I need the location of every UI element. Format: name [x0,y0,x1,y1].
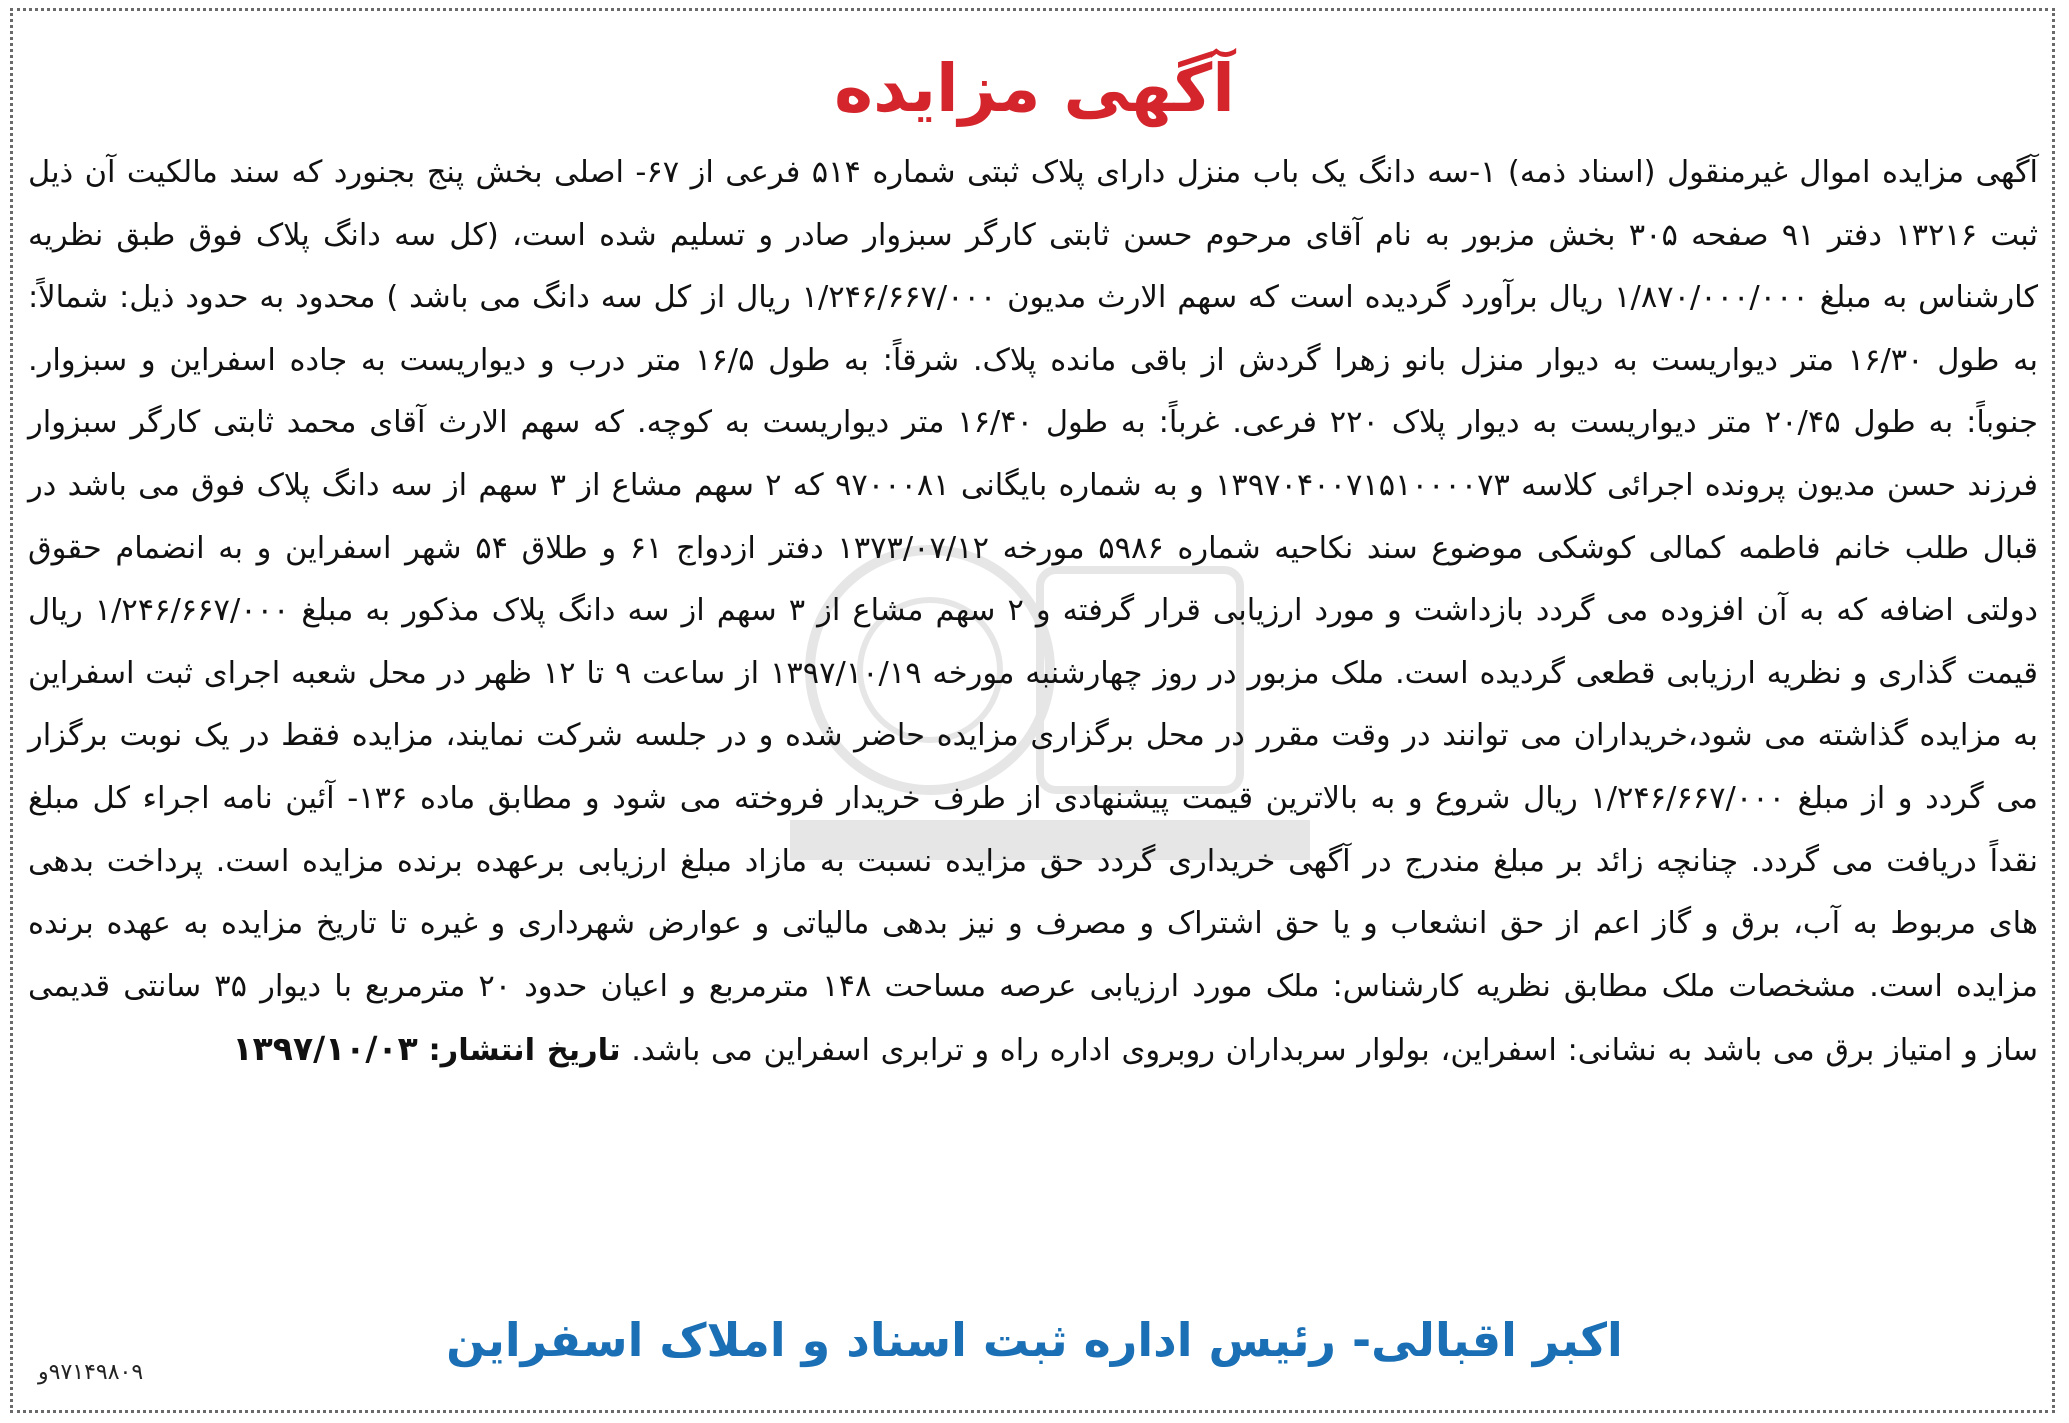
publication-date-label: تاریخ انتشار: [428,1033,621,1069]
notice-body [28,142,2038,1083]
notice-title: آگهی مزایده [834,50,1235,127]
publication-date: ۱۳۹۷/۱۰/۰۳ [232,1029,418,1069]
signature: اکبر اقبالی- رئیس اداره ثبت اسناد و املاک اسفراین [446,1313,1623,1367]
notice-body-text: آگهی مزایده اموال غیرمنقول (اسناد ذمه) ۱-سه دانگ یک باب منزل دارای پلاک ثبتی شماره ۵۱۴ فرعی از ۶۷- اصلی بخش پنج بجنورد که سند مالکیت آن ذیل ثبت ۱۳۲۱۶ دفتر ۹۱ صفحه ۳۰۵ بخش مزبور به نام آقای مرحوم حسن ثابتی کارگر سبزوار صادر و تسلیم شده است، (کل سه دانگ پلاک فوق طبق نظریه کارشناس به مبلغ ۱/۸۷۰/۰۰۰/۰۰۰ ریال برآورد گردیده است که سهم الارث مدیون ۱/۲۴۶/۶۶۷/۰۰۰ ریال از کل سه دانگ می باشد ) محدود به حدود ذیل: شمالاً: به طول ۱۶/۳۰ متر دیواریست به دیوار منزل بانو زهرا گردش از باقی مانده پلاک. شرقاً: به طول ۱۶/۵ متر درب و دیواریست به جاده اسفراین و سبزوار. جنوباً: به طول ۲۰/۴۵ متر دیواریست به دیوار پلاک ۲۲۰ فرعی. غرباً: به طول ۱۶/۴۰ متر دیواریست به کوچه. که سهم الارث آقای محمد ثابتی کارگر سبزوار فرزند حسن مدیون پرونده اجرائی کلاسه ۱۳۹۷۰۴۰۰۷۱۵۱۰۰۰۰۷۳ و به شماره بایگانی ۹۷۰۰۰۸۱ که ۲ سهم مشاع از ۳ سهم از سه دانگ پلاک فوق می باشد در قبال طلب خانم فاطمه کمالی کوشکی موضوع سند نکاحیه شماره ۵۹۸۶ مورخه ۱۳۷۳/۰۷/۱۲ دفتر ازدواج ۶۱ و طلاق ۵۴ شهر اسفراین و به انضمام حقوق دولتی اضافه که به آن افزوده می گردد بازداشت و مورد ارزیابی قرار گرفته و ۲ سهم مشاع از ۳ سهم از سه دانگ پلاک مذکور به مبلغ ۱/۲۴۶/۶۶۷/۰۰۰ ریال قیمت گذاری و نظریه ارزیابی قطعی گردیده است. ملک مزبور در روز چهارشنبه مورخه ۱۳۹۷/۱۰/۱۹ از ساعت ۹ تا ۱۲ ظهر در محل شعبه اجرای ثبت اسفراین به مزایده گذاشته می شود،خریداران می توانند در وقت مقرر در محل برگزاری مزایده حاضر شده و در جلسه شرکت نمایند، مزایده فقط در یک نوبت برگزار می گردد و از مبلغ ۱/۲۴۶/۶۶۷/۰۰۰ ریال شروع و به بالاترین قیمت پیشنهادی از طرف خریدار فروخته می شود و مطابق ماده ۱۳۶- آئین نامه اجراء کل مبلغ نقداً دریافت می گردد. چنانچه زائد بر مبلغ مندرج در آگهی خریداری گردد حق مزایده نسبت به مازاد مبلغ ارزیابی برعهده برنده مزایده است. پرداخت بدهی های مربوط به آب، برق و گاز اعم از حق انشعاب و یا حق اشتراک و مصرف و نیز بدهی مالیاتی و عوارض شهرداری و غیره تا تاریخ مزایده به عهده برنده مزایده است. مشخصات ملک مطابق نظریه کارشناس: ملک مورد ارزیابی عرصه مساحت ۱۴۸ مترمربع و اعیان حدود ۲۰ مترمربع با دیوار ۳۵ سانتی قدیمی ساز و امتیاز برق می باشد به نشانی: اسفراین، بولوار سربداران روبروی اداره راه و ترابری اسفراین می باشد. [28,155,2039,1069]
reference-code: ۹۷۱۴۹۸۰۹و [38,1360,144,1385]
